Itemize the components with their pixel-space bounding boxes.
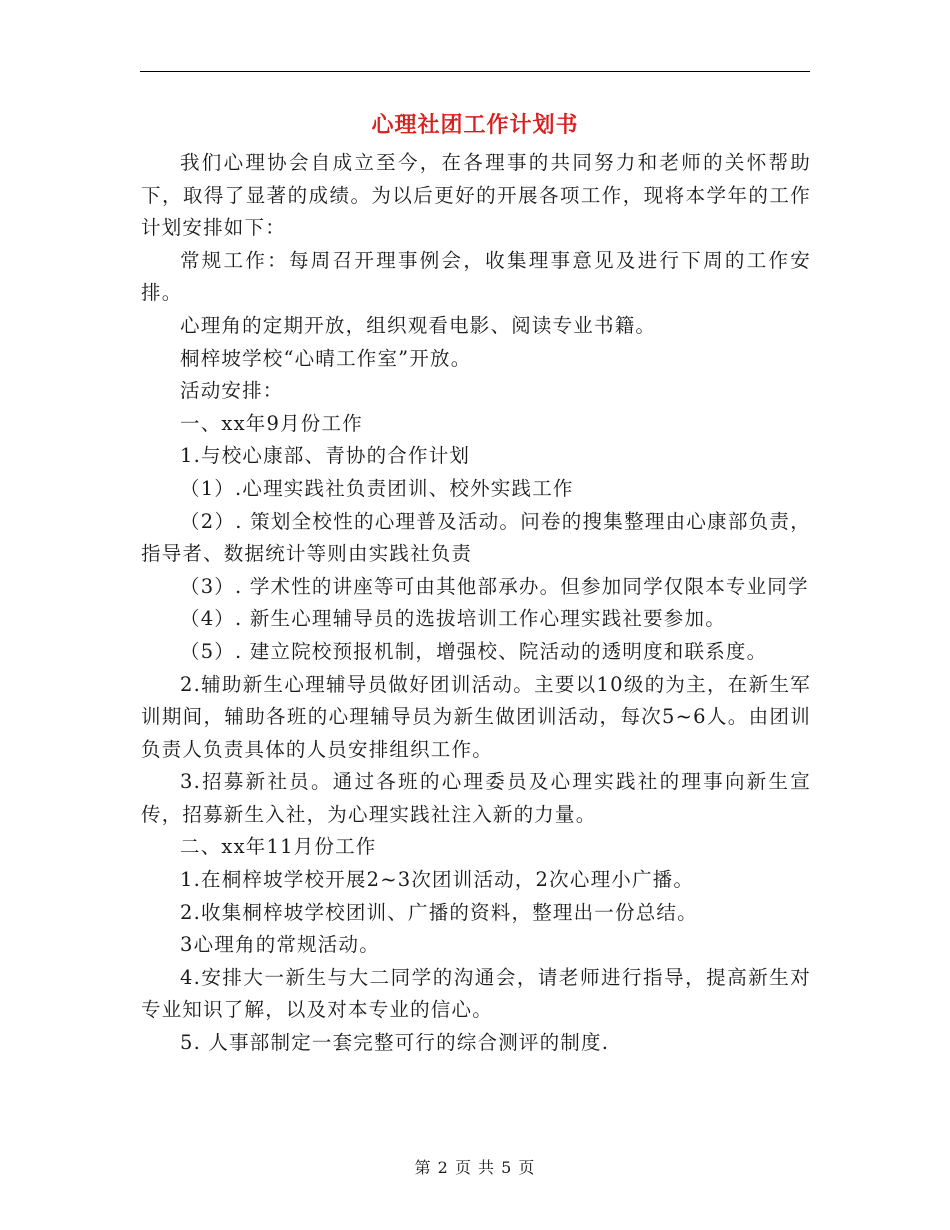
paragraph: 3.招募新社员。通过各班的心理委员及心理实践社的理事向新生宣传，招募新生入社，为心理实践社注入新的力量。: [141, 770, 811, 826]
list-item: （1）.心理实践社负责团训、校外实践工作: [180, 476, 574, 500]
page-footer: 第 2 页 共 5 页: [414, 1158, 536, 1177]
list-item: （4）. 新生心理辅导员的选拔培训工作心理实践社要参加。: [180, 607, 726, 631]
document-body: [141, 147, 811, 1060]
paragraph: 2.辅助新生心理辅导员做好团训活动。主要以10级的为主，在新生军训期间，辅助各班的心理辅导员为新生做团训活动，每次5~6人。由团训负责人负责具体的人员安排组织工作。: [141, 672, 811, 761]
paragraph: 4.安排大一新生与大二同学的沟通会，请老师进行指导，提高新生对专业知识了解，以及对本专业的信心。: [141, 965, 811, 1022]
paragraph: 2.收集桐梓坡学校团训、广播的资料，整理出一份总结。: [180, 900, 698, 924]
section-heading: 一、xx年9月份工作: [180, 411, 363, 435]
paragraph: 桐梓坡学校“心晴工作室”开放。: [180, 346, 472, 370]
paragraph: 我们心理协会自成立至今，在各理事的共同努力和老师的关怀帮助下，取得了显著的成绩。为以后更好的开展各项工作，现将本学年的工作计划安排如下：: [141, 151, 811, 240]
header-rule: [140, 71, 810, 72]
paragraph: 心理角的定期开放，组织观看电影、阅读专业书籍。: [180, 313, 657, 337]
paragraph: 5. 人事部制定一套完整可行的综合测评的制度.: [180, 1031, 610, 1055]
list-item: （3）. 学术性的讲座等可由其他部承办。但参加同学仅限本专业同学: [180, 574, 809, 598]
paragraph: 1.在桐梓坡学校开展2~3次团训活动，2次心理小广播。: [180, 868, 695, 892]
paragraph: 活动安排：: [180, 379, 284, 403]
document-title: 心理社团工作计划书: [371, 112, 579, 138]
paragraph: 3心理角的常规活动。: [180, 933, 380, 957]
paragraph: 1.与校心康部、青协的合作计划: [180, 444, 471, 468]
section-heading: 二、xx年11月份工作: [180, 835, 377, 859]
list-item: （5）. 建立院校预报机制，增强校、院活动的透明度和联系度。: [180, 639, 768, 663]
paragraph: 常规工作：每周召开理事例会，收集理事意见及进行下周的工作安排。: [141, 248, 811, 305]
list-item: （2）. 策划全校性的心理普及活动。问卷的搜集整理由心康部负责，指导者、数据统计等则由实践社负责: [141, 509, 811, 566]
